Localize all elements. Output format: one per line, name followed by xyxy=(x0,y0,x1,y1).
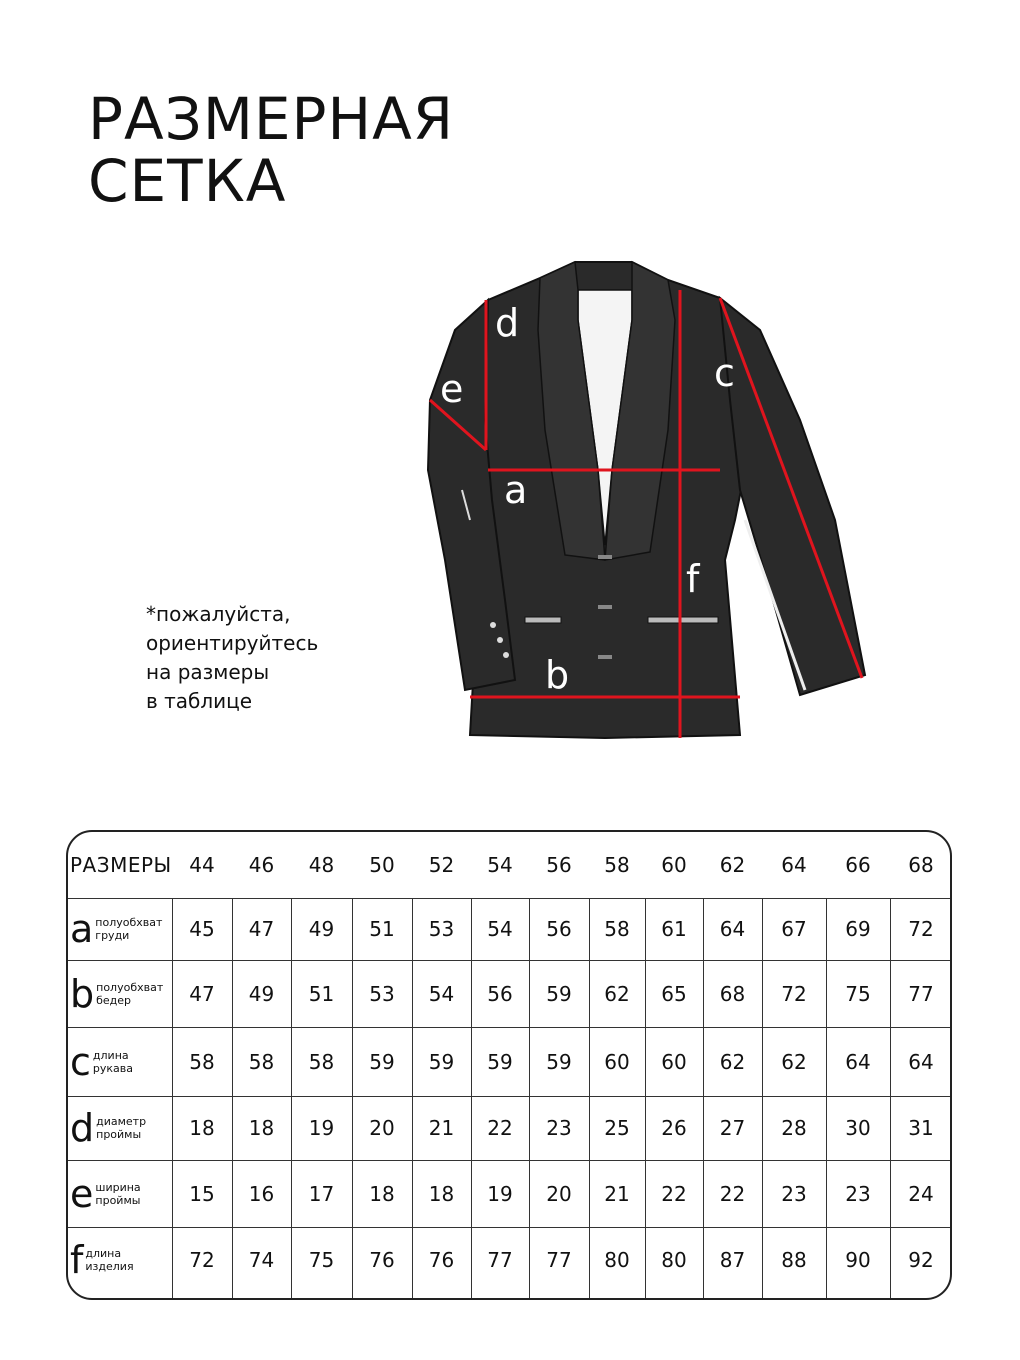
table-cell-e-4: 18 xyxy=(428,1181,455,1206)
table-cell-a-0: 45 xyxy=(189,917,215,941)
label-e: e xyxy=(440,367,464,411)
col-divider-10 xyxy=(762,898,763,1300)
table-cell-a-10: 67 xyxy=(781,917,807,941)
table-cell-b-8: 65 xyxy=(661,981,687,1006)
row-label-c xyxy=(68,1027,172,1096)
header-label: РАЗМЕРЫ xyxy=(70,853,172,877)
row-desc-line-2: бедер xyxy=(96,993,132,1007)
row-divider-0 xyxy=(68,898,950,899)
row-letter-a: a xyxy=(70,907,94,951)
table-cell-c-1: 58 xyxy=(248,1049,275,1074)
table-cell-c-7: 60 xyxy=(604,1049,630,1074)
table-cell-c-11: 64 xyxy=(845,1049,871,1074)
col-divider-12 xyxy=(890,898,891,1300)
col-divider-4 xyxy=(412,898,413,1300)
table-cell-d-4: 21 xyxy=(428,1116,455,1140)
table-cell-c-8: 60 xyxy=(661,1049,687,1074)
table-cell-a-4: 53 xyxy=(428,917,455,941)
table-cell-e-7: 21 xyxy=(604,1181,630,1206)
table-cell-f-6: 77 xyxy=(546,1247,572,1272)
table-cell-d-10: 28 xyxy=(781,1116,807,1140)
row-desc-line-1: ширина xyxy=(95,1180,141,1194)
table-cell-c-5: 59 xyxy=(487,1049,513,1074)
button-3 xyxy=(598,655,612,659)
table-cell-b-1: 49 xyxy=(248,981,275,1006)
table-cell-b-0: 47 xyxy=(189,981,215,1006)
title-line-2: СЕТКА xyxy=(88,147,287,215)
table-cell-f-9: 87 xyxy=(719,1247,746,1272)
col-divider-2 xyxy=(291,898,292,1300)
table-cell-a-8: 61 xyxy=(661,917,687,941)
table-cell-c-4: 59 xyxy=(428,1049,455,1074)
table-cell-e-2: 17 xyxy=(308,1181,335,1206)
table-cell-f-1: 74 xyxy=(248,1247,275,1272)
table-cell-b-9: 68 xyxy=(719,981,746,1006)
size-header-9: 62 xyxy=(719,853,746,877)
cuff-button-3 xyxy=(503,652,509,658)
title-line-1: РАЗМЕРНАЯ xyxy=(88,85,455,153)
table-cell-b-10: 72 xyxy=(781,981,807,1006)
page-title xyxy=(88,85,455,215)
size-header-7: 58 xyxy=(604,853,630,877)
size-table xyxy=(66,830,952,1300)
table-cell-f-7: 80 xyxy=(604,1247,630,1272)
table-cell-c-2: 58 xyxy=(308,1049,335,1074)
label-b: b xyxy=(545,653,570,697)
table-cell-d-5: 22 xyxy=(487,1116,513,1140)
row-divider-2 xyxy=(68,1027,950,1028)
row-desc-line-2: проймы xyxy=(96,1128,142,1141)
table-cell-d-6: 23 xyxy=(546,1116,572,1140)
table-cell-f-0: 72 xyxy=(189,1247,215,1272)
row-divider-5 xyxy=(68,1227,950,1228)
cuff-button-1 xyxy=(490,622,496,628)
col-divider-8 xyxy=(645,898,646,1300)
row-desc-line-1: диаметр xyxy=(96,1115,147,1128)
table-cell-d-0: 18 xyxy=(189,1116,215,1140)
table-cell-a-7: 58 xyxy=(604,917,630,941)
row-desc-line-1: полуобхват xyxy=(96,980,164,994)
row-divider-4 xyxy=(68,1160,950,1161)
size-header-2: 48 xyxy=(308,853,335,877)
table-cell-b-7: 62 xyxy=(604,981,630,1006)
row-letter-e: e xyxy=(70,1171,94,1216)
table-cell-c-0: 58 xyxy=(189,1049,215,1074)
table-cell-e-5: 19 xyxy=(487,1181,513,1206)
table-cell-a-11: 69 xyxy=(845,917,871,941)
button-2 xyxy=(598,605,612,609)
row-label-d xyxy=(68,1096,172,1160)
table-cell-a-3: 51 xyxy=(369,917,395,941)
size-header-6: 56 xyxy=(546,853,572,877)
col-divider-3 xyxy=(352,898,353,1300)
row-letter-c: c xyxy=(70,1039,91,1084)
table-cell-d-2: 19 xyxy=(308,1116,335,1140)
label-a: a xyxy=(504,468,528,512)
table-cell-f-12: 92 xyxy=(908,1247,934,1272)
button-1 xyxy=(598,555,612,559)
row-label-b xyxy=(68,960,172,1027)
col-divider-5 xyxy=(471,898,472,1300)
size-header-4: 52 xyxy=(428,853,455,877)
table-cell-f-5: 77 xyxy=(487,1247,513,1272)
table-cell-b-11: 75 xyxy=(845,981,871,1006)
size-header-3: 50 xyxy=(369,853,395,877)
table-cell-d-7: 25 xyxy=(604,1116,630,1140)
row-desc-b xyxy=(96,981,163,1007)
row-desc-line-2: рукава xyxy=(92,1061,134,1075)
size-header-11: 66 xyxy=(845,853,871,877)
table-cell-e-9: 22 xyxy=(719,1181,746,1206)
table-cell-a-1: 47 xyxy=(248,917,275,941)
table-cell-b-12: 77 xyxy=(908,981,934,1006)
table-cell-d-12: 31 xyxy=(908,1116,934,1140)
row-label-a xyxy=(68,898,172,960)
label-f: f xyxy=(686,557,700,601)
size-header-12: 68 xyxy=(908,853,934,877)
row-divider-3 xyxy=(68,1096,950,1097)
table-cell-b-4: 54 xyxy=(428,981,455,1006)
table-cell-e-6: 20 xyxy=(546,1181,572,1206)
row-desc-d xyxy=(96,1115,146,1141)
table-cell-d-8: 26 xyxy=(661,1116,687,1140)
size-header-10: 64 xyxy=(781,853,807,877)
table-cell-e-10: 23 xyxy=(781,1181,807,1206)
table-cell-c-6: 59 xyxy=(546,1049,572,1074)
table-cell-d-9: 27 xyxy=(719,1116,746,1140)
table-cell-a-5: 54 xyxy=(487,917,513,941)
row-desc-line-2: проймы xyxy=(95,1193,141,1207)
note-line-2: ориентируйтесь xyxy=(146,631,319,655)
label-c: c xyxy=(714,351,735,395)
table-cell-f-11: 90 xyxy=(845,1247,871,1272)
row-desc-e xyxy=(95,1181,140,1207)
table-cell-d-3: 20 xyxy=(369,1116,395,1140)
table-cell-c-10: 62 xyxy=(781,1049,807,1074)
table-cell-a-12: 72 xyxy=(908,917,934,941)
table-cell-e-1: 16 xyxy=(248,1181,275,1206)
jacket-diagram xyxy=(400,255,880,755)
pocket-right xyxy=(648,617,718,623)
size-header-0: 44 xyxy=(189,853,215,877)
col-divider-6 xyxy=(529,898,530,1300)
table-cell-f-2: 75 xyxy=(308,1247,335,1272)
cuff-button-2 xyxy=(497,637,503,643)
note-line-3: на размеры xyxy=(146,660,270,684)
table-cell-a-2: 49 xyxy=(308,917,335,941)
table-cell-d-11: 30 xyxy=(845,1116,871,1140)
table-cell-b-2: 51 xyxy=(308,981,335,1006)
table-cell-f-8: 80 xyxy=(661,1247,687,1272)
table-cell-f-3: 76 xyxy=(369,1247,395,1272)
size-header-1: 46 xyxy=(248,853,275,877)
table-cell-f-4: 76 xyxy=(428,1247,455,1272)
row-desc-c xyxy=(93,1049,133,1075)
table-cell-c-3: 59 xyxy=(369,1049,395,1074)
table-cell-e-3: 18 xyxy=(369,1181,395,1206)
table-cell-b-5: 56 xyxy=(487,981,513,1006)
table-cell-e-0: 15 xyxy=(189,1181,215,1206)
row-desc-line-2: груди xyxy=(95,929,130,942)
table-cell-d-1: 18 xyxy=(248,1116,275,1140)
row-desc-line-1: длина xyxy=(92,1048,129,1062)
row-letter-b: b xyxy=(70,971,95,1016)
table-cell-f-10: 88 xyxy=(781,1247,807,1272)
size-header-8: 60 xyxy=(661,853,687,877)
pocket-left xyxy=(525,617,561,623)
row-desc-line-2: изделия xyxy=(85,1259,134,1273)
note-line-1: *пожалуйста, xyxy=(146,602,291,626)
table-cell-c-9: 62 xyxy=(719,1049,746,1074)
table-cell-c-12: 64 xyxy=(908,1049,934,1074)
row-letter-d: d xyxy=(70,1106,95,1150)
size-note xyxy=(146,600,318,716)
table-cell-a-9: 64 xyxy=(719,917,746,941)
col-divider-9 xyxy=(703,898,704,1300)
table-cell-e-11: 23 xyxy=(845,1181,871,1206)
row-desc-f xyxy=(85,1247,133,1273)
row-letter-f: f xyxy=(70,1237,84,1282)
table-cell-b-3: 53 xyxy=(369,981,395,1006)
col-divider-1 xyxy=(232,898,233,1300)
row-desc-line-1: длина xyxy=(85,1246,122,1260)
table-cell-e-12: 24 xyxy=(908,1181,934,1206)
row-desc-a xyxy=(95,916,162,942)
col-divider-0 xyxy=(172,898,173,1300)
col-divider-11 xyxy=(826,898,827,1300)
table-cell-e-8: 22 xyxy=(661,1181,687,1206)
note-line-4: в таблице xyxy=(146,689,253,713)
row-desc-line-1: полуобхват xyxy=(95,916,163,929)
row-label-e xyxy=(68,1160,172,1227)
row-label-f xyxy=(68,1227,172,1292)
label-d: d xyxy=(495,301,520,345)
col-divider-7 xyxy=(589,898,590,1300)
size-header-5: 54 xyxy=(487,853,513,877)
table-cell-b-6: 59 xyxy=(546,981,572,1006)
table-cell-a-6: 56 xyxy=(546,917,572,941)
row-divider-1 xyxy=(68,960,950,961)
